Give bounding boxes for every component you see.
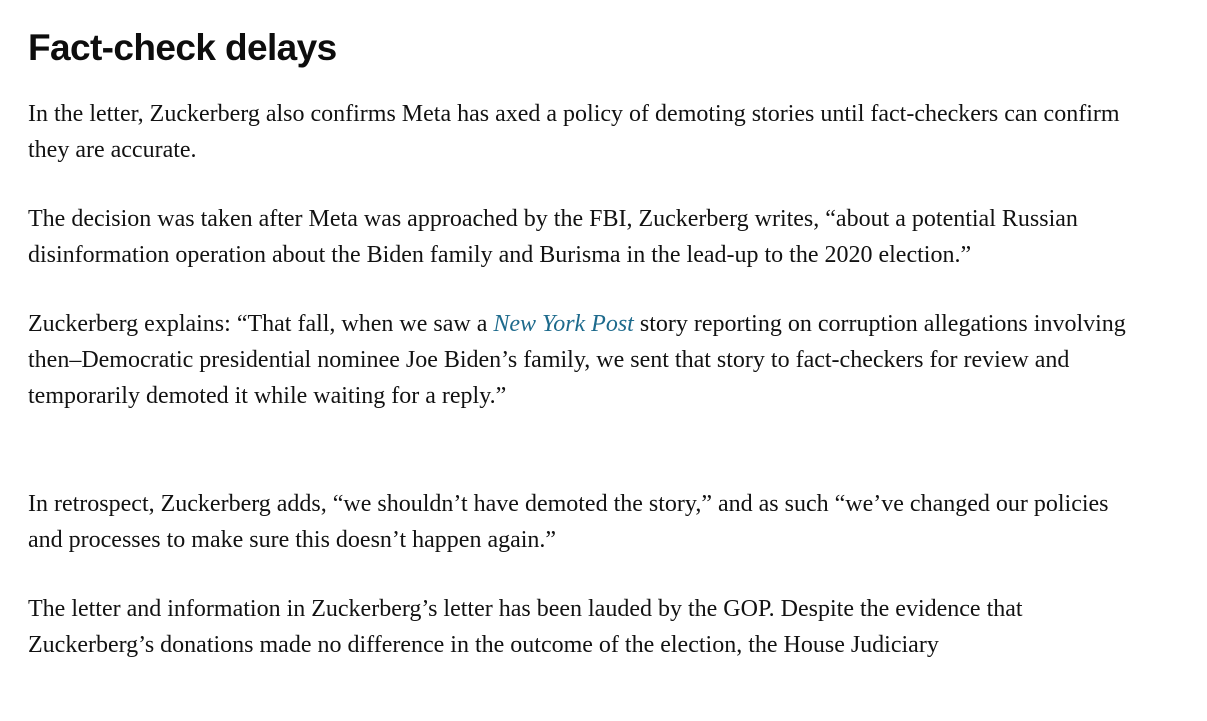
paragraph-text-before-citation: Zuckerberg explains: “That fall, when we saw a — [28, 311, 494, 337]
article-paragraph: In retrospect, Zuckerberg adds, “we shouldn’t have demoted the story,” and as such “we’ve changed our policies and processes to make sure this doesn’t happen again.” — [28, 491, 1109, 553]
article-paragraph — [28, 306, 1139, 414]
article-paragraph: The decision was taken after Meta was approached by the FBI, Zuckerberg writes, “about a potential Russian disinformation operation about the Biden family and Burisma in the lead-up to the 2020 election.” — [28, 206, 1078, 268]
paragraph-text-after-citation: story reporting on corruption allegations involving then–Democratic presidential nominee Joe Biden’s family, we sent that story to fact-checkers for review and temporarily demoted it while waiting for a reply.” — [28, 311, 1126, 409]
publication-citation: New York Post — [493, 311, 634, 337]
article-paragraph: The letter and information in Zuckerberg’s letter has been lauded by the GOP. Despite the evidence that Zuckerberg’s donations made no difference in the outcome of the election, the House Judiciary — [28, 596, 1023, 658]
page-title: Fact-check delays — [28, 27, 337, 68]
article-paragraph: In the letter, Zuckerberg also confirms Meta has axed a policy of demoting stories until fact-checkers can confirm they are accurate. — [28, 101, 1120, 163]
